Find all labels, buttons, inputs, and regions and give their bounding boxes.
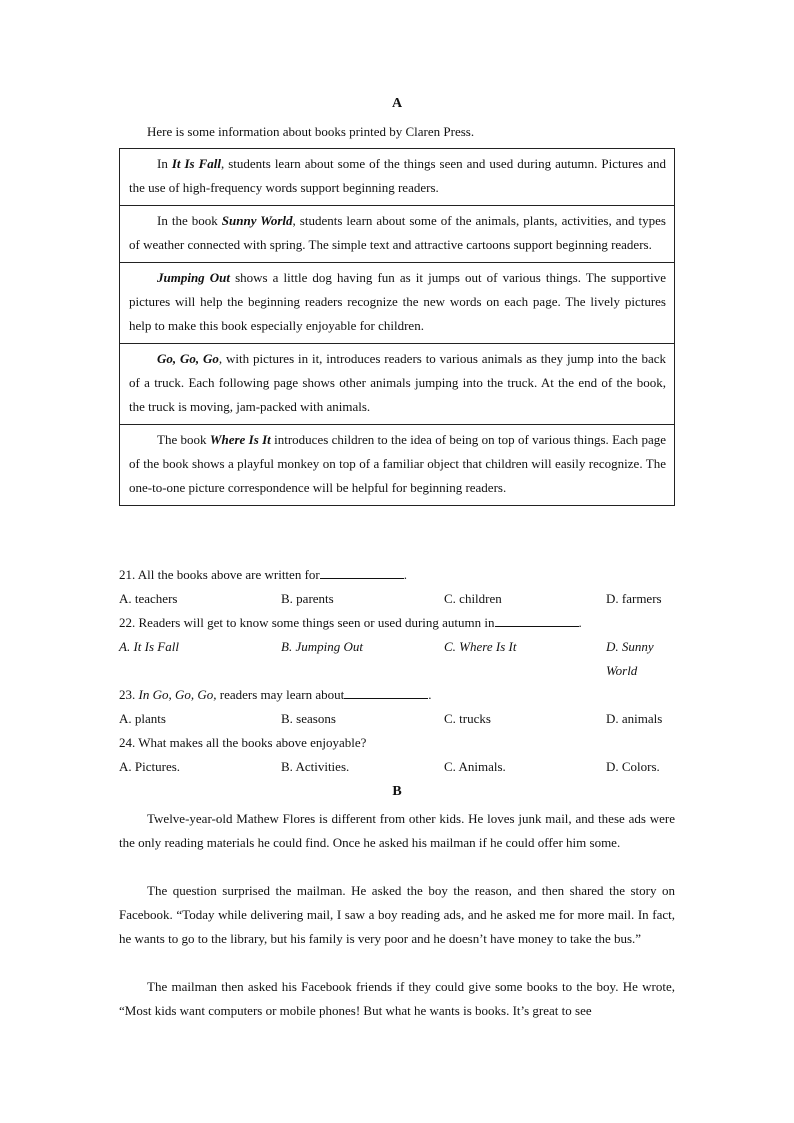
book-cell: The book Where Is It introduces children to the idea of being on top of various things. Each page of the book shows a playful monkey on top of a familiar object that children will easily recognize. The one-to-one picture correspondence will be helpful for beginning readers. xyxy=(120,425,675,506)
option-c[interactable]: C. trucks xyxy=(444,711,491,726)
option-d[interactable]: D. farmers xyxy=(606,591,662,606)
question-24: 24. What makes all the books above enjoyable? xyxy=(119,735,367,750)
section-b-title: B xyxy=(392,784,402,799)
option-c[interactable]: C. Animals. xyxy=(444,759,506,774)
passage-paragraph: The question surprised the mailman. He asked the boy the reason, and then shared the story on Facebook. “Today while delivering mail, I saw a boy reading ads, and he asked me for more mail. In fact, he wants to go to the library, but his family is very poor and he doesn’t have money to take the bus.” xyxy=(119,883,675,946)
option-a[interactable]: A. teachers xyxy=(119,591,178,606)
option-b[interactable]: B. Jumping Out xyxy=(281,639,363,654)
section-a-intro: Here is some information about books printed by Claren Press. xyxy=(147,124,475,139)
book-title: Jumping Out xyxy=(157,270,230,285)
option-c[interactable]: C. Where Is It xyxy=(444,639,517,654)
book-title: Sunny World xyxy=(221,213,293,228)
option-c[interactable]: C. children xyxy=(444,591,502,606)
option-a[interactable]: A. Pictures. xyxy=(119,759,181,774)
answer-blank[interactable] xyxy=(495,612,579,627)
option-d[interactable]: D. Sunny World xyxy=(606,639,654,678)
book-cell: Go, Go, Go, with pictures in it, introduces readers to various animals as they jump into the back of a truck. Each following page shows other animals jumping into the truck. At the end of the book, the truck is moving, jam-packed with animals. xyxy=(120,344,675,425)
table-row xyxy=(120,425,675,506)
book-title: Where Is It xyxy=(209,432,271,447)
table-row xyxy=(120,263,675,344)
table-row xyxy=(120,206,675,263)
question-21: 21. All the books above are written for . xyxy=(119,563,675,587)
option-a[interactable]: A. It Is Fall xyxy=(119,639,179,654)
answer-blank[interactable] xyxy=(320,564,404,579)
option-b[interactable]: B. seasons xyxy=(281,711,336,726)
passage-paragraph: The mailman then asked his Facebook friends if they could give some books to the boy. He wrote, “Most kids want computers or mobile phones! But what he wants is books. It’s great to see xyxy=(119,979,675,1018)
question-23: 23. In Go, Go, Go, readers may learn about . xyxy=(119,683,675,707)
book-cell: Jumping Out shows a little dog having fun as it jumps out of various things. The supportive pictures will help the beginning readers recognize the new words on each page. The lively pictures help to make this book especially enjoyable for children. xyxy=(120,263,675,344)
option-a[interactable]: A. plants xyxy=(119,711,166,726)
passage-paragraph: Twelve-year-old Mathew Flores is different from other kids. He loves junk mail, and these ads were the only reading materials he could find. Once he asked his mailman if he could offer him some. xyxy=(119,811,675,850)
table-row xyxy=(120,149,675,206)
book-cell: In the book Sunny World, students learn about some of the animals, plants, activities, and types of weather connected with spring. The simple text and attractive cartoons support beginning readers. xyxy=(120,206,675,263)
section-a-title: A xyxy=(391,96,403,111)
book-info-table xyxy=(119,148,675,506)
answer-blank[interactable] xyxy=(344,684,428,699)
question-22: 22. Readers will get to know some things seen or used during autumn in . xyxy=(119,611,675,635)
book-title: It Is Fall xyxy=(171,156,221,171)
book-cell: In It Is Fall, students learn about some of the things seen and used during autumn. Pictures and the use of high-frequency words support beginning readers. xyxy=(120,149,675,206)
option-d[interactable]: D. animals xyxy=(606,711,663,726)
question-22-options xyxy=(119,635,675,683)
option-b[interactable]: B. parents xyxy=(281,591,334,606)
option-d[interactable]: D. Colors. xyxy=(606,759,660,774)
table-row xyxy=(120,344,675,425)
option-b[interactable]: B. Activities. xyxy=(281,759,350,774)
book-title: Go, Go, Go xyxy=(157,351,219,366)
